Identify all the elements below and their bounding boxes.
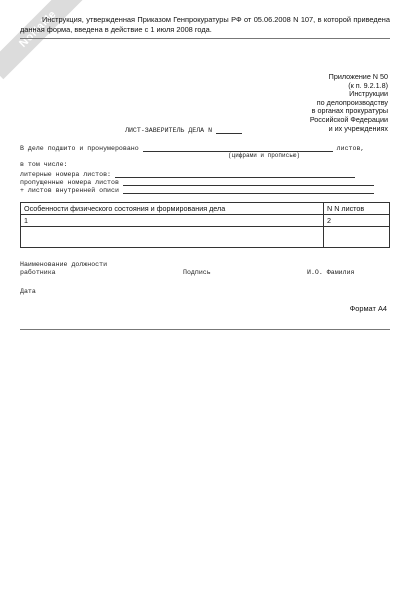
appendix-line: в органах прокуратуры	[311, 106, 388, 116]
table-cell[interactable]	[21, 227, 324, 248]
case-number-field[interactable]	[216, 125, 242, 134]
form-title	[125, 125, 242, 134]
inventory-pages-row	[20, 185, 374, 194]
name-label: И.О. Фамилия	[307, 269, 355, 276]
page-count-field[interactable]	[143, 143, 333, 152]
format-label: Формат А4	[349, 304, 387, 313]
signature-label: Подпись	[183, 269, 211, 276]
missing-pages-label: пропущенные номера листов	[20, 179, 119, 186]
letter-pages-label: литерные номера листов:	[20, 171, 112, 178]
form-title-text: ЛИСТ-ЗАВЕРИТЕЛЬ ДЕЛА N	[125, 127, 213, 134]
header-divider	[20, 38, 390, 39]
table-row[interactable]	[21, 227, 390, 248]
appendix-line: Приложение N 50	[328, 72, 388, 81]
numbered-pages-suffix: листов,	[336, 145, 365, 152]
position-label-line1: Наименование должности	[20, 261, 108, 268]
appendix-line: и их учреждениях	[328, 123, 388, 133]
appendix-line: Инструкции	[349, 89, 388, 99]
watermark: NoNaMe	[0, 0, 88, 79]
features-table	[20, 202, 390, 248]
inventory-pages-field[interactable]	[123, 185, 374, 194]
numbered-hint: (цифрами и прописью)	[228, 152, 301, 159]
appendix-line: (к п. 9.2.1.8)	[348, 80, 388, 90]
table-row	[21, 215, 390, 227]
table-cell: 2	[324, 215, 390, 227]
appendix-line: Российской Федерации	[309, 114, 388, 124]
header-note: Инструкция, утвержденная Приказом Генпрокуратуры РФ от 05.06.2008 N 107, в которой приведена данная форма, введена в действие с 1 июля 2008 года.	[20, 15, 390, 34]
date-label: Дата	[20, 288, 36, 295]
including-label: в том числе:	[20, 161, 68, 168]
numbered-pages-row	[20, 143, 364, 152]
inventory-pages-label: + листов внутренней описи	[20, 187, 119, 194]
appendix-block	[238, 73, 388, 133]
numbered-pages-prefix: В деле подшито и пронумеровано	[20, 145, 139, 152]
table-header-cell: Особенности физического состояния и формирования дела	[21, 203, 324, 215]
table-cell: 1	[21, 215, 324, 227]
appendix-line: по делопроизводству	[316, 97, 388, 107]
table-cell[interactable]	[324, 227, 390, 248]
table-header-cell: N N листов	[324, 203, 390, 215]
table-header-row	[21, 203, 390, 215]
footer-divider	[20, 329, 390, 330]
position-label-line2: работника	[20, 269, 56, 276]
